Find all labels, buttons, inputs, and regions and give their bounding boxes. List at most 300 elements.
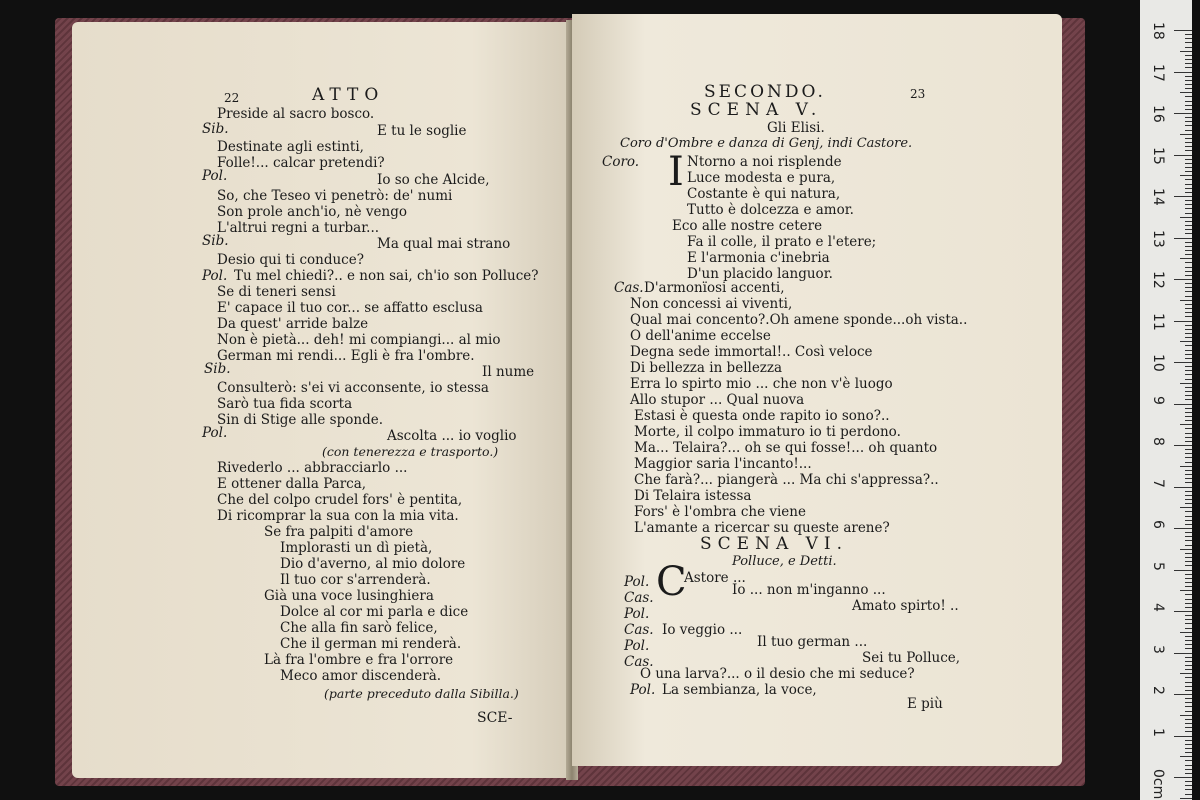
ruler-tick — [1185, 536, 1192, 537]
text-line: Son prole anch'io, nè vengo — [217, 204, 407, 220]
ruler-tick — [1185, 769, 1192, 770]
text-line: Già una voce lusinghiera — [264, 588, 434, 604]
text-line: Che del colpo crudel fors' è pentita, — [217, 492, 463, 508]
ruler-tick — [1185, 225, 1192, 226]
speaker-label: Cas. — [624, 590, 654, 606]
ruler-label: 11 — [1150, 312, 1166, 331]
speaker-label: Pol. — [630, 682, 656, 698]
left-page — [72, 22, 572, 778]
ruler-tick — [1185, 246, 1192, 247]
text-line: Fors' è l'ombra che viene — [634, 504, 806, 520]
ruler-tick — [1185, 291, 1192, 292]
ruler-tick — [1185, 387, 1192, 388]
ruler-tick — [1185, 462, 1192, 463]
ruler-tick — [1185, 470, 1192, 471]
ruler-tick — [1174, 72, 1192, 73]
ruler-tick — [1185, 233, 1192, 234]
ruler-tick — [1180, 217, 1192, 218]
ruler-tick — [1174, 777, 1192, 778]
ruler-tick — [1180, 466, 1192, 467]
ruler-tick — [1180, 715, 1192, 716]
ruler-tick — [1185, 412, 1192, 413]
ruler-tick — [1185, 765, 1192, 766]
ruler-tick — [1185, 101, 1192, 102]
ruler-tick — [1185, 524, 1192, 525]
text-line: Degna sede immortal!.. Così veloce — [630, 344, 873, 360]
text-line: So, che Teseo vi penetrò: de' numi — [217, 188, 453, 204]
ruler-tick — [1174, 404, 1192, 405]
ruler-tick — [1185, 698, 1192, 699]
ruler-tick — [1185, 150, 1192, 151]
ruler-tick — [1185, 503, 1192, 504]
ruler-tick — [1174, 736, 1192, 737]
ruler-label: 0cm — [1150, 769, 1166, 800]
text-line: Che alla fin sarò felice, — [280, 620, 438, 636]
ruler-tick — [1185, 337, 1192, 338]
text-line: Se fra palpiti d'amore — [264, 524, 414, 540]
ruler-tick — [1185, 781, 1192, 782]
ruler-tick — [1180, 756, 1192, 757]
ruler-label: 13 — [1150, 229, 1166, 248]
text-line: Non concessi ai viventi, — [630, 296, 793, 312]
ruler-tick — [1174, 528, 1192, 529]
ruler-tick — [1185, 125, 1192, 126]
ruler-tick — [1185, 200, 1192, 201]
ruler-tick — [1185, 325, 1192, 326]
ruler-tick — [1180, 590, 1192, 591]
ruler-label: 14 — [1150, 188, 1166, 206]
text-line: Da quest' arride balze — [217, 316, 369, 332]
ruler-tick — [1185, 785, 1192, 786]
text-line: Io so che Alcide, — [377, 172, 490, 188]
ruler-tick — [1174, 694, 1192, 695]
text-line: Il tuo cor s'arrenderà. — [280, 572, 431, 588]
ruler-tick — [1185, 677, 1192, 678]
ruler-tick — [1174, 238, 1192, 239]
ruler-tick — [1180, 424, 1192, 425]
page-header-right: SECONDO. — [704, 82, 826, 102]
speaker-label: Sib. — [202, 233, 229, 249]
ruler-tick — [1185, 706, 1192, 707]
ruler-tick — [1185, 437, 1192, 438]
ruler-tick — [1185, 159, 1192, 160]
ruler-tick — [1185, 574, 1192, 575]
ruler-tick — [1185, 711, 1192, 712]
text-line: Meco amor discenderà. — [280, 668, 442, 684]
ruler-tick — [1185, 287, 1192, 288]
ruler-tick — [1185, 105, 1192, 106]
text-line: L'altrui regni a turbar... — [217, 220, 380, 236]
text-line: Preside al sacro bosco. — [217, 106, 375, 122]
ruler-tick — [1185, 690, 1192, 691]
ruler-tick — [1185, 420, 1192, 421]
text-line: Folle!... calcar pretendi? — [217, 155, 385, 171]
ruler-tick — [1185, 271, 1192, 272]
text-line: Sarò tua fida scorta — [217, 396, 353, 412]
ruler-tick — [1185, 744, 1192, 745]
measuring-ruler — [1140, 0, 1192, 800]
ruler-tick — [1185, 370, 1192, 371]
ruler-tick — [1185, 130, 1192, 131]
ruler-tick — [1180, 673, 1192, 674]
ruler-tick — [1185, 345, 1192, 346]
ruler-tick — [1174, 30, 1192, 31]
ruler-tick — [1185, 474, 1192, 475]
ruler-tick — [1185, 275, 1192, 276]
text-line: L'amante a ricercar su queste arene? — [634, 520, 890, 536]
text-line: Morte, il colpo immaturo io ti perdono. — [634, 424, 901, 440]
ruler-tick — [1185, 350, 1192, 351]
ruler-tick — [1185, 96, 1192, 97]
text-line: Sin di Stige alle sponde. — [217, 412, 383, 428]
text-line: Astore ... — [684, 570, 746, 586]
ruler-tick — [1185, 582, 1192, 583]
text-line: Consulterò: s'ei vi acconsente, io stessa — [217, 380, 489, 396]
page-header-left: ATTO — [312, 85, 385, 105]
ruler-tick — [1185, 545, 1192, 546]
speaker-label: Cas. — [624, 622, 654, 638]
text-line: Tutto è dolcezza e amor. — [687, 202, 854, 218]
speaker-label: Pol. — [202, 425, 228, 441]
ruler-tick — [1185, 516, 1192, 517]
ruler-tick — [1185, 719, 1192, 720]
ruler-tick — [1185, 748, 1192, 749]
text-line: Destinate agli estinti, — [217, 139, 364, 155]
text-line: Amato spirto! .. — [852, 598, 959, 614]
ruler-tick — [1185, 532, 1192, 533]
ruler-tick — [1180, 507, 1192, 508]
ruler-tick — [1185, 449, 1192, 450]
ruler-tick — [1174, 362, 1192, 363]
speaker-label: Cas. — [614, 280, 644, 296]
text-line: Desio qui ti conduce? — [217, 252, 364, 268]
ruler-tick — [1185, 42, 1192, 43]
ruler-tick — [1185, 80, 1192, 81]
ruler-tick — [1185, 628, 1192, 629]
text-line: Io veggio ... — [662, 622, 743, 638]
ruler-tick — [1185, 171, 1192, 172]
setting: Gli Elisi. — [767, 120, 825, 136]
ruler-label: 9 — [1150, 395, 1166, 405]
text-line: Ma qual mai strano — [377, 236, 511, 252]
ruler-tick — [1185, 623, 1192, 624]
text-line: Di bellezza in bellezza — [630, 360, 783, 376]
ruler-tick — [1185, 603, 1192, 604]
text-line: Rivederlo ... abbracciarlo ... — [217, 460, 408, 476]
catchword: SCE- — [477, 710, 513, 726]
text-line: Dio d'averno, al mio dolore — [280, 556, 466, 572]
ruler-tick — [1185, 138, 1192, 139]
ruler-tick — [1185, 433, 1192, 434]
ruler-tick — [1185, 408, 1192, 409]
right-page — [572, 14, 1062, 766]
ruler-tick — [1185, 636, 1192, 637]
ruler-tick — [1174, 321, 1192, 322]
ruler-tick — [1185, 661, 1192, 662]
ruler-tick — [1185, 250, 1192, 251]
ruler-tick — [1185, 682, 1192, 683]
ruler-tick — [1185, 428, 1192, 429]
ruler-tick — [1185, 482, 1192, 483]
ruler-tick — [1185, 453, 1192, 454]
ruler-tick — [1185, 395, 1192, 396]
ruler-tick — [1185, 657, 1192, 658]
ruler-label: 16 — [1150, 105, 1166, 123]
text-line: Di Telaira istessa — [634, 488, 752, 504]
ruler-tick — [1180, 549, 1192, 550]
ruler-tick — [1185, 491, 1192, 492]
ruler-tick — [1185, 55, 1192, 56]
ruler-tick — [1185, 640, 1192, 641]
ruler-tick — [1185, 760, 1192, 761]
ruler-tick — [1185, 399, 1192, 400]
ruler-tick — [1185, 34, 1192, 35]
ruler-tick — [1174, 279, 1192, 280]
ruler-tick — [1185, 586, 1192, 587]
ruler-label: 18 — [1150, 22, 1166, 40]
ruler-tick — [1185, 213, 1192, 214]
ruler-label: 5 — [1150, 561, 1166, 571]
ruler-tick — [1185, 47, 1192, 48]
text-line: Io ... non m'inganno ... — [732, 582, 886, 598]
speaker-label: Pol. — [624, 638, 650, 654]
ruler-tick — [1185, 374, 1192, 375]
text-line: Eco alle nostre cetere — [672, 218, 823, 234]
ruler-tick — [1185, 416, 1192, 417]
catchword: E più — [907, 696, 943, 712]
ruler-tick — [1185, 204, 1192, 205]
text-line: O dell'anime eccelse — [630, 328, 771, 344]
text-line: Tu mel chiedi?.. e non sai, ch'io son Polluce? — [234, 268, 539, 284]
text-line: O una larva?... o il desio che mi seduce? — [640, 666, 915, 682]
ruler-tick — [1185, 109, 1192, 110]
text-line: E l'armonia c'inebria — [687, 250, 830, 266]
ruler-tick — [1185, 553, 1192, 554]
speaker-label: Pol. — [624, 574, 650, 590]
text-line: Ma... Telaira?... oh se qui fosse!... oh quanto — [634, 440, 938, 456]
ruler-tick — [1185, 163, 1192, 164]
ruler-tick — [1174, 445, 1192, 446]
ruler-label: 7 — [1150, 478, 1166, 488]
ruler-tick — [1180, 92, 1192, 93]
ruler-tick — [1180, 51, 1192, 52]
ruler-tick — [1185, 599, 1192, 600]
text-line: Se di teneri sensi — [217, 284, 336, 300]
stage-direction: (parte preceduto dalla Sibilla.) — [324, 686, 519, 701]
ruler-tick — [1185, 221, 1192, 222]
drop-cap: C — [656, 559, 687, 605]
ruler-tick — [1180, 632, 1192, 633]
text-line: Allo stupor ... Qual nuova — [630, 392, 805, 408]
ruler-tick — [1185, 594, 1192, 595]
ruler-tick — [1185, 59, 1192, 60]
ruler-tick — [1185, 669, 1192, 670]
ruler-tick — [1180, 258, 1192, 259]
text-line: Costante è qui natura, — [687, 186, 841, 202]
ruler-tick — [1185, 773, 1192, 774]
ruler-tick — [1185, 511, 1192, 512]
ruler-tick — [1174, 196, 1192, 197]
ruler-tick — [1185, 794, 1192, 795]
page-number-right: 23 — [910, 87, 926, 101]
ruler-tick — [1185, 723, 1192, 724]
ruler-tick — [1185, 296, 1192, 297]
ruler-tick — [1185, 146, 1192, 147]
ruler-tick — [1185, 308, 1192, 309]
ruler-tick — [1185, 267, 1192, 268]
ruler-tick — [1185, 304, 1192, 305]
text-line: Là fra l'ombre e fra l'orrore — [264, 652, 454, 668]
text-line: German mi rendi... Egli è fra l'ombre. — [217, 348, 475, 364]
text-line: Estasi è questa onde rapito io sono?.. — [634, 408, 890, 424]
text-line: E tu le soglie — [377, 123, 467, 139]
text-line: Che il german mi renderà. — [280, 636, 462, 652]
ruler-tick — [1185, 789, 1192, 790]
ruler-tick — [1185, 329, 1192, 330]
text-line: D'armonïosi accenti, — [644, 280, 785, 296]
ruler-label: 10 — [1150, 354, 1166, 372]
scene-heading: SCENA VI. — [700, 534, 849, 554]
page-number-left: 22 — [224, 91, 240, 105]
ruler-label: 8 — [1150, 437, 1166, 446]
scene-heading: SCENA V. — [690, 100, 823, 120]
text-line: Qual mai concento?.Oh amene sponde...oh vista.. — [630, 312, 968, 328]
characters: Polluce, e Detti. — [732, 554, 837, 569]
ruler-tick — [1185, 499, 1192, 500]
ruler-tick — [1185, 38, 1192, 39]
ruler-tick — [1185, 76, 1192, 77]
ruler-tick — [1180, 798, 1192, 799]
ruler-tick — [1174, 487, 1192, 488]
ruler-tick — [1185, 665, 1192, 666]
ruler-tick — [1185, 63, 1192, 64]
ruler-tick — [1185, 648, 1192, 649]
text-line: Maggior saria l'incanto!... — [634, 456, 812, 472]
text-line: E' capace il tuo cor... se affatto esclusa — [217, 300, 483, 316]
ruler-tick — [1185, 391, 1192, 392]
ruler-tick — [1185, 84, 1192, 85]
ruler-tick — [1185, 254, 1192, 255]
ruler-tick — [1185, 283, 1192, 284]
ruler-label: 3 — [1150, 644, 1166, 654]
text-line: Erra lo spirto mio ... che non v'è luogo — [630, 376, 893, 392]
ruler-tick — [1185, 208, 1192, 209]
ruler-label: 4 — [1150, 603, 1166, 612]
ruler-tick — [1180, 341, 1192, 342]
ruler-tick — [1185, 740, 1192, 741]
ruler-tick — [1180, 175, 1192, 176]
ruler-tick — [1185, 366, 1192, 367]
ruler-tick — [1185, 312, 1192, 313]
stage-direction: Coro d'Ombre e danza di Genj, indi Castore. — [620, 136, 913, 151]
ruler-tick — [1185, 727, 1192, 728]
speaker-label: Pol. — [202, 168, 228, 184]
text-line: Che farà?... piangerà ... Ma chi s'appressa?.. — [634, 472, 939, 488]
ruler-tick — [1180, 383, 1192, 384]
ruler-tick — [1185, 192, 1192, 193]
ruler-tick — [1185, 262, 1192, 263]
ruler-tick — [1185, 478, 1192, 479]
ruler-tick — [1185, 179, 1192, 180]
ruler-tick — [1185, 457, 1192, 458]
ruler-tick — [1180, 300, 1192, 301]
ruler-tick — [1174, 653, 1192, 654]
text-line: La sembianza, la voce, — [662, 682, 817, 698]
ruler-tick — [1174, 155, 1192, 156]
ruler-tick — [1185, 354, 1192, 355]
ruler-tick — [1185, 644, 1192, 645]
ruler-tick — [1185, 557, 1192, 558]
ruler-tick — [1185, 702, 1192, 703]
ruler-label: 12 — [1150, 271, 1166, 289]
speaker-label: Sib. — [204, 361, 231, 377]
text-line: D'un placido languor. — [687, 266, 833, 282]
ruler-tick — [1185, 686, 1192, 687]
ruler-label: 17 — [1150, 63, 1166, 82]
stage-direction: (con tenerezza e trasporto.) — [322, 444, 499, 459]
ruler-tick — [1185, 495, 1192, 496]
ruler-tick — [1185, 142, 1192, 143]
ruler-tick — [1185, 441, 1192, 442]
ruler-tick — [1185, 520, 1192, 521]
text-line: Il nume — [482, 364, 535, 380]
ruler-tick — [1185, 731, 1192, 732]
text-line: Fa il colle, il prato e l'etere; — [687, 234, 877, 250]
ruler-tick — [1185, 188, 1192, 189]
ruler-tick — [1174, 113, 1192, 114]
ruler-tick — [1185, 578, 1192, 579]
ruler-tick — [1185, 121, 1192, 122]
speaker-label: Sib. — [202, 121, 229, 137]
text-line: E ottener dalla Parca, — [217, 476, 367, 492]
ruler-tick — [1185, 619, 1192, 620]
ruler-tick — [1174, 570, 1192, 571]
text-line: Luce modesta e pura, — [687, 170, 836, 186]
drop-cap: I — [668, 149, 684, 195]
text-line: Il tuo german ... — [757, 634, 868, 650]
ruler-tick — [1185, 607, 1192, 608]
ruler-tick — [1185, 540, 1192, 541]
ruler-tick — [1185, 752, 1192, 753]
text-line: Sei tu Polluce, — [862, 650, 961, 666]
speaker-label: Cas. — [624, 654, 654, 670]
ruler-tick — [1185, 88, 1192, 89]
ruler-tick — [1185, 167, 1192, 168]
ruler-tick — [1185, 615, 1192, 616]
ruler-label: 1 — [1150, 727, 1166, 737]
text-line: Ascolta ... io voglio — [387, 428, 517, 444]
ruler-tick — [1185, 333, 1192, 334]
ruler-tick — [1185, 67, 1192, 68]
ruler-label: 6 — [1150, 520, 1166, 529]
ruler-tick — [1185, 117, 1192, 118]
ruler-tick — [1185, 565, 1192, 566]
ruler-tick — [1185, 229, 1192, 230]
ruler-label: 2 — [1150, 686, 1166, 695]
speaker-label: Pol. — [202, 268, 228, 284]
ruler-tick — [1185, 358, 1192, 359]
ruler-label: 15 — [1150, 146, 1166, 165]
ruler-tick — [1185, 316, 1192, 317]
text-line: Dolce al cor mi parla e dice — [280, 604, 469, 620]
ruler-tick — [1180, 134, 1192, 135]
text-line: Non è pietà... deh! mi compiangi... al mio — [217, 332, 501, 348]
speaker-label: Pol. — [624, 606, 650, 622]
ruler-tick — [1185, 561, 1192, 562]
text-line: Di ricomprar la sua con la mia vita. — [217, 508, 459, 524]
text-line: Implorasti un dì pietà, — [280, 540, 433, 556]
ruler-tick — [1185, 184, 1192, 185]
